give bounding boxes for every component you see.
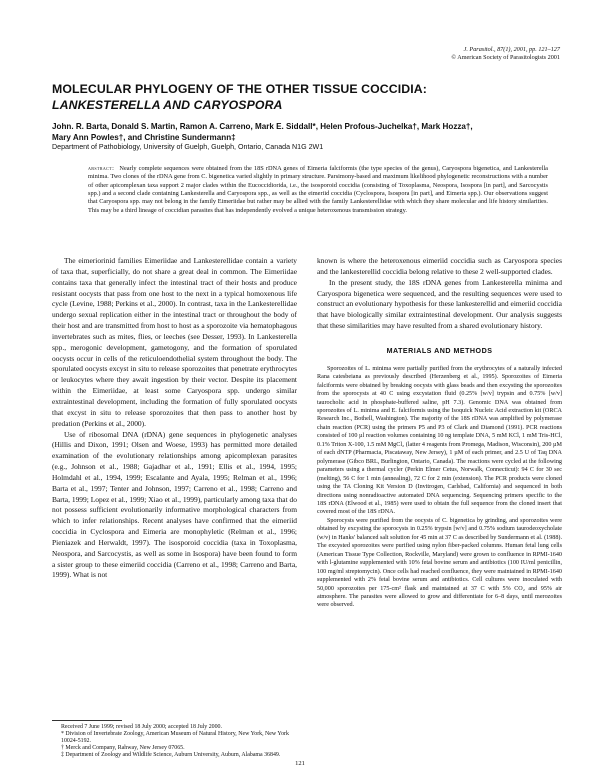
- left-column: [52, 256, 297, 711]
- methods-text: [317, 365, 562, 610]
- footnotes: [52, 724, 302, 759]
- footnote-2: † Merck and Company, Rahway, New Jersey 07065.: [61, 745, 185, 752]
- page-number: 121: [295, 760, 305, 767]
- copyright-line: © American Society of Parasitologists 2001: [451, 54, 560, 61]
- affiliation: Department of Pathobiology, University of Guelph, Guelph, Ontario, Canada N1G 2W1: [52, 143, 324, 151]
- author-list: [52, 121, 562, 143]
- section-heading-methods: MATERIALS AND METHODS: [386, 346, 493, 355]
- footnote-received: Received 7 June 1999; revised 18 July 2000; accepted 18 July 2000.: [61, 724, 222, 730]
- intro-paragraph-2: Use of ribosomal DNA (rDNA) gene sequences in phylogenetic analyses (Hillis and Dixon, 1991; Olsen and Woese, 1993) has permitted more detailed examination of the evolutionary relationships among apicomplexan parasites (e.g., Johnson et al., 1988; Gajadhar et al., 1991; Ellis et al., 1994, 1995; Holmdahl et al., 1994, 1999; Escalante and Ayala, 1995; Relman et al., 1996; Barta et al., 1997; Tenter and Johnson, 1997; Carreno et al., 1998; Carreno and Barta, 1999; Lopez et al., 1999; Xiao et al., 1999), particularly among taxa that do not possess sufficient evolutionarily informative morphological characters from which to infer relationships. Recent analyses have confirmed that the eimeriid coccidia in Cyclospora and Eimeria are monophyletic (Relman et al., 1996; Pieniazek and Herwaldt, 1997). The isosporoid coccidia (taxa in Toxoplasma, Neospora, and Sarcocystis, as well as some in Isospora) have been found to form a sister group to these eimeriid coccidia (Carreno et al., 1998; Carreno and Barta, 1999). What is not: [52, 429, 297, 580]
- methods-paragraph-1: Sporozoites of L. minima were partially purified from the erythrocytes of a naturally infected Rana catesbeiana as previously described (Herzenberg et al., 1995). Sporozoites of Eimeria falciformis were obtained by breaking oocysts with glass beads and then excysting the sporozoites from the sporocysts at 40 C using excystation fluid (0.25% [w/v] trypsin and 0.75% [w/v] taurocholic acid in phosphate-buffered saline, pH 7.3). Genomic DNA was obtained from sporozoites of L. minima and E. falciformis using the Isoquick Nucleic Acid extraction kit (ORCA Research Inc., Bothell, Washington). The majority of the 18S rDNA was amplified by polymerase chain reaction (PCR) using the primers P5 and P3 of Clark and Diamond (1991). PCR reactions consisted of 100 µl reaction volumes containing 10 ng template DNA, 5 mM KCl, 1 mM Tris-HCl, 0.1% Triton X-100, 1.5 mM MgCl₂ (latter 4 reagents from Promega, Madison, Wisconsin), 200 µM of each dNTP (Pharmacia, Piscataway, New Jersey), 1 µM of each primer, and 2.5 U of Taq DNA polymerase (Gibco BRL, Burlington, Ontario, Canada). The reactions were cycled at the following parameters using a thermal cycler (Perkin Elmer Cetus, Norwalk, Connecticut): 94 C for 30 sec (melting), 56 C for 1 min (annealing), 72 C for 2 min (extension). The PCR products were cloned using the TA Cloning Kit Version D (Invitrogen, Carlsbad, California) and sequenced in both directions using nonradioactive automated DNA sequencing. Sequencing primers specific to the 18S rDNA (Elwood et al., 1985) were used to obtain the full sequence from the cloned insert that covered most of the 18S rDNA.: [317, 365, 562, 516]
- journal-citation: [300, 46, 560, 62]
- footnote-3: ‡ Department of Zoology and Wildlife Science, Auburn University, Auburn, Alabama 36849.: [61, 752, 281, 759]
- title-line-2: LANKESTERELLA AND CARYOSPORA: [52, 97, 283, 112]
- abstract-text: Nearly complete sequences were obtained from the 18S rDNA genes of Eimeria falciformis (the type species of the genus), Caryospora bigenetica, and Lankesterella minima. Two clones of the rDNA gene from C. bigenetica varied slightly in primary structure. Parsimony-based and maximum likelihood phylogenetic reconstructions with a number of other apicomplexan taxa support 2 major clades within the Eucoccidiorida, i.e., the isosporoid coccidia (consisting of Toxoplasma, Neospora, Isospora [in part], and Sarcocystis spp.) and a second clade containing Lankesterella and Caryospora spp., as well as the eimeriid coccidia (Cyclospora, Isospora [in part], and Eimeria spp.). Our observations suggest that Caryospora spp. may not belong in the family Eimeriidae but rather may be allied with the family Lankesterellidae with which they share molecular and life history similarities. This may be a third lineage of coccidian parasites that has independently evolved a unique heteroxenous transmission strategy.: [88, 165, 548, 214]
- article-title: [52, 82, 562, 113]
- authors-line-2: Mary Ann Powles†, and Christine Sundermann‡: [52, 133, 236, 142]
- abstract-label: abstract:: [88, 165, 115, 172]
- intro-paragraph-3: known is where the heteroxenous eimeriid coccidia such as Caryospora species and the lankesterellid coccidia belong relative to these 2 well-supported clades.: [317, 256, 562, 276]
- authors-line-1: John. R. Barta, Donald S. Martin, Ramon A. Carreno, Mark E. Siddall*, Helen Profous-Juchelka†, Mark Hozza†,: [52, 122, 473, 131]
- intro-paragraph-4: In the present study, the 18S rDNA genes from Lankesterella minima and Caryospora bigenetica were sequenced, and the resulting sequences were used to construct an evolutionary hypothesis for these lankesterellid and eimeriid coccidia that have biologically similar extraintestinal development. Our analysis suggests that these similarities may have resulted from a shared evolutionary history.: [317, 277, 562, 331]
- footnote-1: * Division of Invertebrate Zoology, American Museum of Natural History, New York, New York 10024-5192.: [61, 731, 289, 745]
- abstract: [88, 165, 548, 215]
- intro-paragraph-1: The eimeriorinid families Eimeriidae and Lankesterellidae contain a variety of taxa that, superficially, do not share a great deal in common. The Eimeriidae contains taxa that generally infect the intestinal tract of their hosts and produce resistant oocysts that pass from one host to the next in a typical homoxenous life cycle (Levine, 1988; Perkins et al., 2000). In contrast, taxa in the Lankesterellidae undergo sexual replication either in the intestinal tract or throughout the body of their host and are transmitted from host to host as a sporozoite via hematophagous invertebrates such as mites, flies, or leeches (see Desser, 1993). In Lankesterella spp., merogonic development, gametogony, and the formation of sporulated oocysts occur in cells of the reticuloendothelial system throughout the body. The sporulated oocysts excyst in situ to release sporozoites that penetrate erythrocytes or leukocytes where they await ingestion by their vector. Despite its placement within the Eimeriidae, at least some Caryospora spp. undergo similar extraintestinal development, including the formation of fully sporulated oocysts that excyst in situ to release sporozoites that then pass to another host by predation (Perkins et al., 2000).: [52, 256, 297, 428]
- methods-paragraph-2: Sporocysts were purified from the oocysts of C. bigenetica by grinding, and sporozoites were obtained by excysting the sporocysts in 0.25% trypsin [w/v] and 0.75% sodium taurodeoxycholate (w/v) in Hanks' balanced salt solution for 45 min at 37 C as described by Sundermann et al. (1988). The excysted sporozoites were purified using nylon fiber-packed columns. Human fetal lung cells (American Tissue Type Collection, Rockville, Maryland) were grown to confluence in RPMI-1640 with l-glutamine supplemented with 10% fetal bovine serum and antibiotics (100 IU/ml penicillin, 100 mg/ml streptomycin). Once cells had reached confluence, they were maintained in RPMI-1640 supplemented with 2% fetal bovine serum and antibiotics. Cell cultures were inoculated with 50,000 sporozoites per 175-cm² flask and maintained at 37 C with 5% CO₂ and 95% air atmosphere. The parasites were allowed to grow and differentiate for 6–8 days, until merozoites were observed.: [317, 517, 562, 609]
- journal-citation-line: J. Parasitol., 87(1), 2001, pp. 121–127: [463, 46, 560, 53]
- footnote-divider: [52, 720, 122, 721]
- right-column: [317, 256, 562, 731]
- title-line-1: MOLECULAR PHYLOGENY OF THE OTHER TISSUE COCCIDIA:: [52, 82, 427, 96]
